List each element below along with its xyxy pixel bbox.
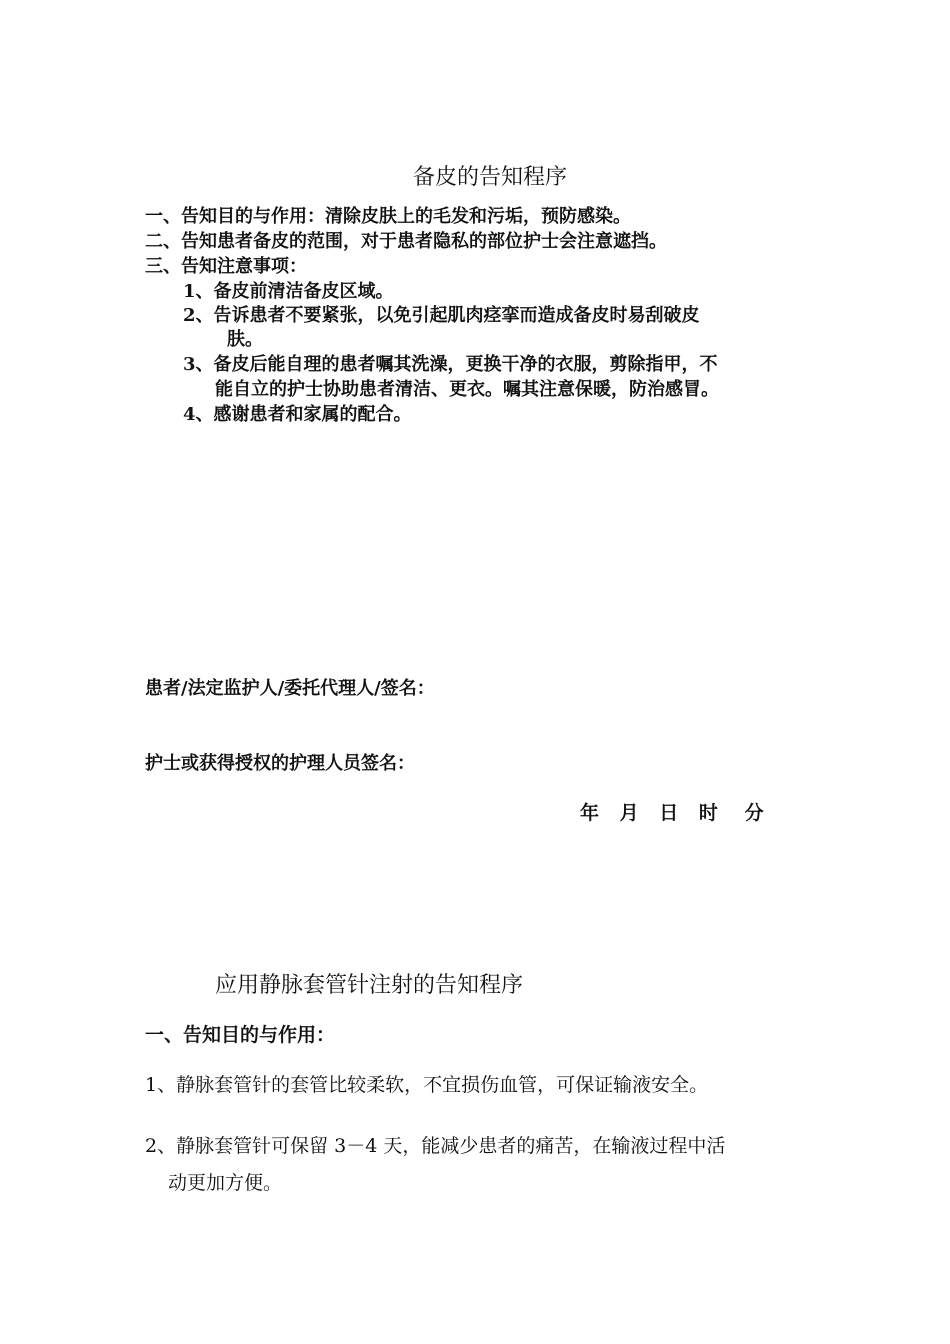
date-fields	[580, 798, 778, 825]
doc1-item-3-cont: 能自立的护士协助患者清洁、更衣。嘱其注意保暖，防治感冒。	[215, 379, 719, 400]
doc1-item-2-cont: 肤。	[227, 329, 263, 350]
doc2-title: 应用静脉套管针注射的告知程序	[215, 973, 524, 998]
sign-nurse-label: 护士或获得授权的护理人员签名：	[145, 753, 415, 774]
date-month: 月	[619, 802, 639, 824]
doc1-line-3: 三、告知注意事项：	[145, 256, 307, 277]
doc1-line-2: 二、告知患者备皮的范围，对于患者隐私的部位护士会注意遮挡。	[145, 231, 667, 252]
doc1-item-2: 2、告诉患者不要紧张，以免引起肌肉痉挛而造成备皮时易刮破皮	[183, 305, 700, 326]
doc2-section-1: 一、告知目的与作用：	[145, 1024, 336, 1046]
date-hour: 时	[698, 802, 718, 824]
date-year: 年	[580, 802, 600, 824]
doc1-item-1: 1、备皮前清洁备皮区域。	[183, 281, 394, 302]
doc2-item-1: 1、静脉套管针的套管比较柔软，不宜损伤血管，可保证输液安全。	[145, 1074, 709, 1096]
date-minute: 分	[744, 802, 764, 824]
doc1-item-3: 3、备皮后能自理的患者嘱其洗澡，更换干净的衣服，剪除指甲，不	[183, 354, 718, 375]
date-day: 日	[659, 802, 679, 824]
doc1-line-1: 一、告知目的与作用：清除皮肤上的毛发和污垢，预防感染。	[145, 206, 631, 227]
doc1-item-4: 4、感谢患者和家属的配合。	[183, 404, 412, 425]
doc2-item-2-cont: 动更加方便。	[168, 1172, 283, 1194]
doc1-title: 备皮的告知程序	[412, 165, 567, 190]
sign-patient-label: 患者/法定监护人/委托代理人/签名：	[145, 678, 435, 699]
doc2-item-2: 2、静脉套管针可保留 3－4 天，能减少患者的痛苦，在输液过程中活	[145, 1135, 726, 1157]
